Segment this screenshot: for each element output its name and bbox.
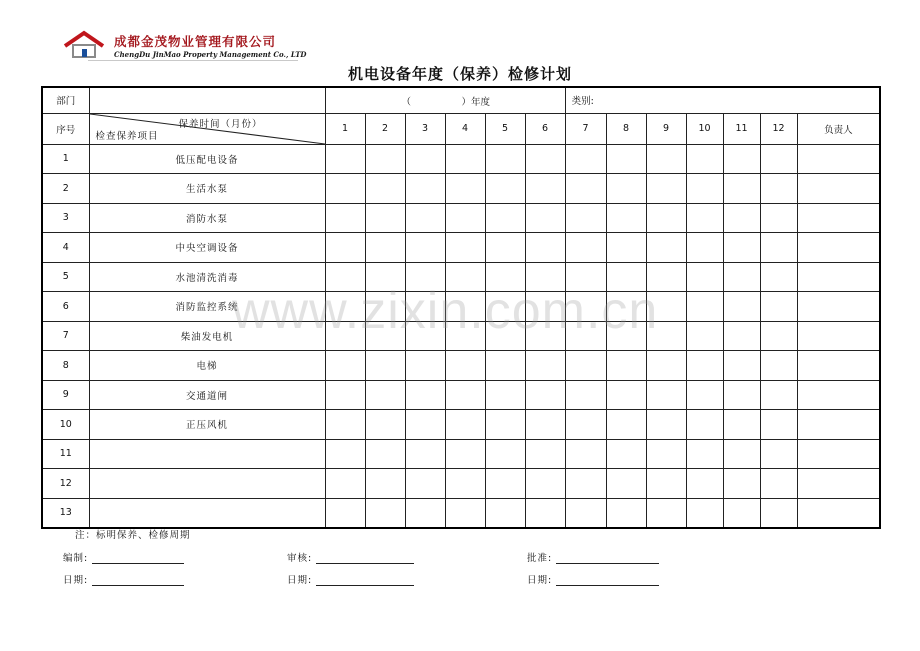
schedule-cell-month-5[interactable]	[485, 439, 525, 469]
month-header-10: 10	[686, 113, 723, 144]
schedule-cell-month-6[interactable]	[525, 292, 565, 322]
schedule-cell-month-1[interactable]	[325, 174, 365, 204]
row-number: 4	[42, 233, 89, 263]
schedule-cell-month-3[interactable]	[405, 321, 445, 351]
row-number: 3	[42, 203, 89, 233]
schedule-cell-month-5[interactable]	[485, 262, 525, 292]
schedule-cell-month-4[interactable]	[445, 233, 485, 263]
month-header-2: 2	[365, 113, 405, 144]
schedule-cell-month-1[interactable]	[325, 410, 365, 440]
schedule-cell-month-5[interactable]	[485, 174, 525, 204]
schedule-cell-month-1[interactable]	[325, 439, 365, 469]
schedule-cell-month-7[interactable]	[565, 262, 606, 292]
schedule-cell-month-8[interactable]	[606, 174, 646, 204]
schedule-cell-month-1[interactable]	[325, 203, 365, 233]
schedule-cell-month-2[interactable]	[365, 498, 405, 528]
schedule-cell-month-5[interactable]	[485, 144, 525, 174]
schedule-cell-month-4[interactable]	[445, 144, 485, 174]
table-row	[42, 144, 880, 174]
approved-by-field	[527, 550, 659, 564]
reviewed-signature-line[interactable]	[316, 553, 414, 564]
type-field[interactable]	[565, 87, 880, 113]
prepared-by-field	[63, 550, 184, 564]
company-logo-icon	[62, 30, 106, 60]
schedule-cell-month-6[interactable]	[525, 410, 565, 440]
equipment-item: 低压配电设备	[89, 144, 325, 174]
header-divider	[88, 60, 298, 61]
schedule-cell-month-9[interactable]	[646, 351, 686, 381]
schedule-cell-month-6[interactable]	[525, 469, 565, 499]
schedule-cell-month-9[interactable]	[646, 439, 686, 469]
schedule-cell-month-12[interactable]	[760, 292, 797, 322]
equipment-item[interactable]	[89, 439, 325, 469]
diagonal-header-cell	[89, 113, 325, 144]
owner-cell[interactable]	[797, 498, 880, 528]
schedule-cell-month-7[interactable]	[565, 203, 606, 233]
row-number: 9	[42, 380, 89, 410]
prepared-date-line[interactable]	[92, 575, 184, 586]
owner-cell[interactable]	[797, 439, 880, 469]
schedule-cell-month-11[interactable]	[723, 439, 760, 469]
schedule-cell-month-1[interactable]	[325, 380, 365, 410]
prepared-date-field	[63, 572, 184, 586]
equipment-item: 消防监控系统	[89, 292, 325, 322]
schedule-cell-month-12[interactable]	[760, 351, 797, 381]
table-row	[42, 262, 880, 292]
schedule-cell-month-6[interactable]	[525, 174, 565, 204]
schedule-cell-month-11[interactable]	[723, 144, 760, 174]
date-label: 日期:	[63, 575, 89, 586]
schedule-cell-month-10[interactable]	[686, 174, 723, 204]
schedule-cell-month-5[interactable]	[485, 351, 525, 381]
schedule-cell-month-6[interactable]	[525, 439, 565, 469]
month-header-11: 11	[723, 113, 760, 144]
schedule-cell-month-9[interactable]	[646, 203, 686, 233]
schedule-cell-month-12[interactable]	[760, 410, 797, 440]
month-header-6: 6	[525, 113, 565, 144]
schedule-cell-month-2[interactable]	[365, 410, 405, 440]
owner-cell[interactable]	[797, 321, 880, 351]
schedule-cell-month-3[interactable]	[405, 203, 445, 233]
schedule-cell-month-1[interactable]	[325, 321, 365, 351]
schedule-cell-month-12[interactable]	[760, 144, 797, 174]
header-row	[42, 113, 880, 144]
document-title: 机电设备年度（保养）检修计划	[347, 65, 572, 83]
equipment-item[interactable]	[89, 498, 325, 528]
row-number: 10	[42, 410, 89, 440]
schedule-cell-month-11[interactable]	[723, 233, 760, 263]
seq-header: 序号	[42, 113, 89, 144]
schedule-cell-month-7[interactable]	[565, 439, 606, 469]
schedule-cell-month-2[interactable]	[365, 144, 405, 174]
schedule-cell-month-10[interactable]	[686, 262, 723, 292]
schedule-cell-month-5[interactable]	[485, 321, 525, 351]
schedule-cell-month-10[interactable]	[686, 233, 723, 263]
schedule-cell-month-2[interactable]	[365, 174, 405, 204]
schedule-cell-month-6[interactable]	[525, 498, 565, 528]
schedule-cell-month-8[interactable]	[606, 262, 646, 292]
month-header-9: 9	[646, 113, 686, 144]
schedule-cell-month-5[interactable]	[485, 292, 525, 322]
schedule-cell-month-6[interactable]	[525, 233, 565, 263]
schedule-cell-month-4[interactable]	[445, 292, 485, 322]
table-row	[42, 469, 880, 499]
schedule-cell-month-7[interactable]	[565, 174, 606, 204]
schedule-cell-month-12[interactable]	[760, 321, 797, 351]
schedule-cell-month-11[interactable]	[723, 410, 760, 440]
schedule-cell-month-2[interactable]	[365, 321, 405, 351]
schedule-cell-month-6[interactable]	[525, 380, 565, 410]
owner-header: 负责人	[797, 113, 880, 144]
schedule-cell-month-12[interactable]	[760, 469, 797, 499]
dept-value-field[interactable]	[89, 87, 325, 113]
row-number: 8	[42, 351, 89, 381]
owner-cell[interactable]	[797, 174, 880, 204]
month-header-3: 3	[405, 113, 445, 144]
approved-date-line[interactable]	[556, 575, 659, 586]
schedule-cell-month-8[interactable]	[606, 439, 646, 469]
equipment-item: 生活水泵	[89, 174, 325, 204]
schedule-cell-month-3[interactable]	[405, 144, 445, 174]
month-header-12: 12	[760, 113, 797, 144]
schedule-cell-month-1[interactable]	[325, 469, 365, 499]
schedule-cell-month-10[interactable]	[686, 439, 723, 469]
schedule-cell-month-10[interactable]	[686, 380, 723, 410]
schedule-cell-month-4[interactable]	[445, 174, 485, 204]
schedule-cell-month-3[interactable]	[405, 469, 445, 499]
owner-cell[interactable]	[797, 144, 880, 174]
schedule-cell-month-10[interactable]	[686, 410, 723, 440]
schedule-cell-month-7[interactable]	[565, 469, 606, 499]
schedule-cell-month-11[interactable]	[723, 469, 760, 499]
schedule-cell-month-8[interactable]	[606, 410, 646, 440]
schedule-cell-month-7[interactable]	[565, 292, 606, 322]
month-header-8: 8	[606, 113, 646, 144]
schedule-cell-month-9[interactable]	[646, 262, 686, 292]
schedule-cell-month-1[interactable]	[325, 351, 365, 381]
schedule-cell-month-9[interactable]	[646, 174, 686, 204]
prepared-label: 编制:	[63, 553, 89, 564]
month-header-5: 5	[485, 113, 525, 144]
owner-cell[interactable]	[797, 292, 880, 322]
schedule-cell-month-5[interactable]	[485, 410, 525, 440]
reviewed-label: 审核:	[287, 553, 313, 564]
equipment-item: 水池清洗消毒	[89, 262, 325, 292]
schedule-cell-month-8[interactable]	[606, 292, 646, 322]
schedule-cell-month-2[interactable]	[365, 469, 405, 499]
schedule-cell-month-3[interactable]	[405, 410, 445, 440]
schedule-cell-month-4[interactable]	[445, 469, 485, 499]
schedule-cell-month-1[interactable]	[325, 262, 365, 292]
schedule-cell-month-4[interactable]	[445, 410, 485, 440]
schedule-cell-month-9[interactable]	[646, 144, 686, 174]
month-header-7: 7	[565, 113, 606, 144]
schedule-cell-month-12[interactable]	[760, 203, 797, 233]
diag-item-label: 检查保养项目	[95, 130, 159, 142]
schedule-cell-month-11[interactable]	[723, 262, 760, 292]
equipment-item: 交通道闸	[89, 380, 325, 410]
table-row	[42, 321, 880, 351]
schedule-cell-month-12[interactable]	[760, 439, 797, 469]
schedule-cell-month-10[interactable]	[686, 144, 723, 174]
schedule-cell-month-11[interactable]	[723, 321, 760, 351]
schedule-cell-month-8[interactable]	[606, 351, 646, 381]
schedule-cell-month-6[interactable]	[525, 262, 565, 292]
owner-cell[interactable]	[797, 233, 880, 263]
schedule-cell-month-2[interactable]	[365, 262, 405, 292]
schedule-cell-month-12[interactable]	[760, 174, 797, 204]
owner-cell[interactable]	[797, 351, 880, 381]
schedule-cell-month-10[interactable]	[686, 469, 723, 499]
schedule-cell-month-7[interactable]	[565, 233, 606, 263]
table-row	[42, 498, 880, 528]
schedule-cell-month-4[interactable]	[445, 439, 485, 469]
schedule-cell-month-6[interactable]	[525, 203, 565, 233]
schedule-cell-month-10[interactable]	[686, 292, 723, 322]
equipment-item: 中央空调设备	[89, 233, 325, 263]
schedule-cell-month-3[interactable]	[405, 351, 445, 381]
dept-label: 部门	[42, 87, 89, 113]
schedule-cell-month-9[interactable]	[646, 410, 686, 440]
schedule-cell-month-11[interactable]	[723, 292, 760, 322]
schedule-cell-month-5[interactable]	[485, 380, 525, 410]
schedule-cell-month-9[interactable]	[646, 380, 686, 410]
date-label: 日期:	[527, 575, 553, 586]
schedule-cell-month-8[interactable]	[606, 498, 646, 528]
table-row	[42, 380, 880, 410]
schedule-cell-month-7[interactable]	[565, 410, 606, 440]
month-header-1: 1	[325, 113, 365, 144]
approved-signature-line[interactable]	[556, 553, 659, 564]
schedule-cell-month-11[interactable]	[723, 498, 760, 528]
prepared-signature-line[interactable]	[92, 553, 184, 564]
approved-date-field	[527, 572, 659, 586]
dept-row	[42, 87, 880, 113]
equipment-item: 消防水泵	[89, 203, 325, 233]
schedule-cell-month-12[interactable]	[760, 262, 797, 292]
schedule-cell-month-4[interactable]	[445, 262, 485, 292]
maintenance-plan-table	[41, 86, 881, 529]
reviewed-date-line[interactable]	[316, 575, 414, 586]
table-row	[42, 174, 880, 204]
schedule-cell-month-10[interactable]	[686, 351, 723, 381]
schedule-cell-month-11[interactable]	[723, 351, 760, 381]
schedule-cell-month-8[interactable]	[606, 469, 646, 499]
owner-cell[interactable]	[797, 410, 880, 440]
row-number: 6	[42, 292, 89, 322]
schedule-cell-month-10[interactable]	[686, 498, 723, 528]
year-open-paren: （	[401, 97, 412, 108]
schedule-cell-month-4[interactable]	[445, 380, 485, 410]
schedule-cell-month-12[interactable]	[760, 233, 797, 263]
schedule-cell-month-11[interactable]	[723, 203, 760, 233]
schedule-cell-month-3[interactable]	[405, 233, 445, 263]
schedule-cell-month-3[interactable]	[405, 292, 445, 322]
schedule-cell-month-3[interactable]	[405, 380, 445, 410]
owner-cell[interactable]	[797, 203, 880, 233]
reviewed-date-field	[287, 572, 414, 586]
schedule-cell-month-7[interactable]	[565, 321, 606, 351]
schedule-cell-month-4[interactable]	[445, 203, 485, 233]
company-name-en: ChengDu JinMao Property Management Co., LTD	[114, 50, 307, 59]
schedule-cell-month-4[interactable]	[445, 498, 485, 528]
schedule-cell-month-2[interactable]	[365, 439, 405, 469]
schedule-cell-month-7[interactable]	[565, 498, 606, 528]
schedule-cell-month-8[interactable]	[606, 321, 646, 351]
schedule-cell-month-10[interactable]	[686, 203, 723, 233]
schedule-cell-month-9[interactable]	[646, 321, 686, 351]
schedule-cell-month-3[interactable]	[405, 174, 445, 204]
row-number: 1	[42, 144, 89, 174]
owner-cell[interactable]	[797, 262, 880, 292]
row-number: 11	[42, 439, 89, 469]
schedule-cell-month-2[interactable]	[365, 351, 405, 381]
schedule-cell-month-5[interactable]	[485, 203, 525, 233]
diag-month-label: 保养时间（月份）	[178, 118, 263, 130]
schedule-cell-month-1[interactable]	[325, 498, 365, 528]
month-header-4: 4	[445, 113, 485, 144]
schedule-cell-month-6[interactable]	[525, 321, 565, 351]
table-row	[42, 233, 880, 263]
schedule-cell-month-12[interactable]	[760, 380, 797, 410]
schedule-cell-month-8[interactable]	[606, 380, 646, 410]
type-label: 类别:	[571, 96, 594, 108]
table-row	[42, 203, 880, 233]
schedule-cell-month-5[interactable]	[485, 469, 525, 499]
schedule-cell-month-5[interactable]	[485, 233, 525, 263]
approved-label: 批准:	[527, 553, 553, 564]
table-row	[42, 351, 880, 381]
schedule-cell-month-7[interactable]	[565, 380, 606, 410]
schedule-cell-month-9[interactable]	[646, 292, 686, 322]
equipment-item: 正压风机	[89, 410, 325, 440]
owner-cell[interactable]	[797, 469, 880, 499]
schedule-cell-month-9[interactable]	[646, 498, 686, 528]
schedule-cell-month-11[interactable]	[723, 174, 760, 204]
schedule-cell-month-6[interactable]	[525, 144, 565, 174]
schedule-cell-month-3[interactable]	[405, 439, 445, 469]
schedule-cell-month-2[interactable]	[365, 203, 405, 233]
table-row	[42, 292, 880, 322]
schedule-cell-month-6[interactable]	[525, 351, 565, 381]
schedule-cell-month-7[interactable]	[565, 144, 606, 174]
year-label: ）年度	[461, 97, 491, 108]
company-name-cn: 成都金茂物业管理有限公司	[114, 34, 277, 49]
row-number: 5	[42, 262, 89, 292]
date-label: 日期:	[287, 575, 313, 586]
schedule-cell-month-3[interactable]	[405, 498, 445, 528]
schedule-cell-month-9[interactable]	[646, 233, 686, 263]
schedule-cell-month-5[interactable]	[485, 498, 525, 528]
equipment-item: 柴油发电机	[89, 321, 325, 351]
row-number: 7	[42, 321, 89, 351]
schedule-cell-month-12[interactable]	[760, 498, 797, 528]
schedule-cell-month-11[interactable]	[723, 380, 760, 410]
schedule-cell-month-2[interactable]	[365, 380, 405, 410]
schedule-cell-month-1[interactable]	[325, 292, 365, 322]
watermark: www.zixin.com.cn	[232, 282, 659, 340]
reviewed-by-field	[287, 550, 414, 564]
year-field[interactable]	[325, 87, 565, 113]
schedule-cell-month-8[interactable]	[606, 144, 646, 174]
table-row	[42, 439, 880, 469]
schedule-cell-month-1[interactable]	[325, 233, 365, 263]
equipment-item: 电梯	[89, 351, 325, 381]
schedule-cell-month-3[interactable]	[405, 262, 445, 292]
row-number: 2	[42, 174, 89, 204]
schedule-cell-month-4[interactable]	[445, 351, 485, 381]
equipment-item[interactable]	[89, 469, 325, 499]
row-number: 12	[42, 469, 89, 499]
schedule-cell-month-1[interactable]	[325, 144, 365, 174]
schedule-cell-month-2[interactable]	[365, 233, 405, 263]
schedule-cell-month-10[interactable]	[686, 321, 723, 351]
row-number: 13	[42, 498, 89, 528]
table-row	[42, 410, 880, 440]
schedule-cell-month-8[interactable]	[606, 203, 646, 233]
schedule-cell-month-8[interactable]	[606, 233, 646, 263]
owner-cell[interactable]	[797, 380, 880, 410]
schedule-cell-month-4[interactable]	[445, 321, 485, 351]
footer-note: 注：标明保养、检修周期	[75, 530, 191, 541]
schedule-cell-month-2[interactable]	[365, 292, 405, 322]
schedule-cell-month-9[interactable]	[646, 469, 686, 499]
schedule-cell-month-7[interactable]	[565, 351, 606, 381]
